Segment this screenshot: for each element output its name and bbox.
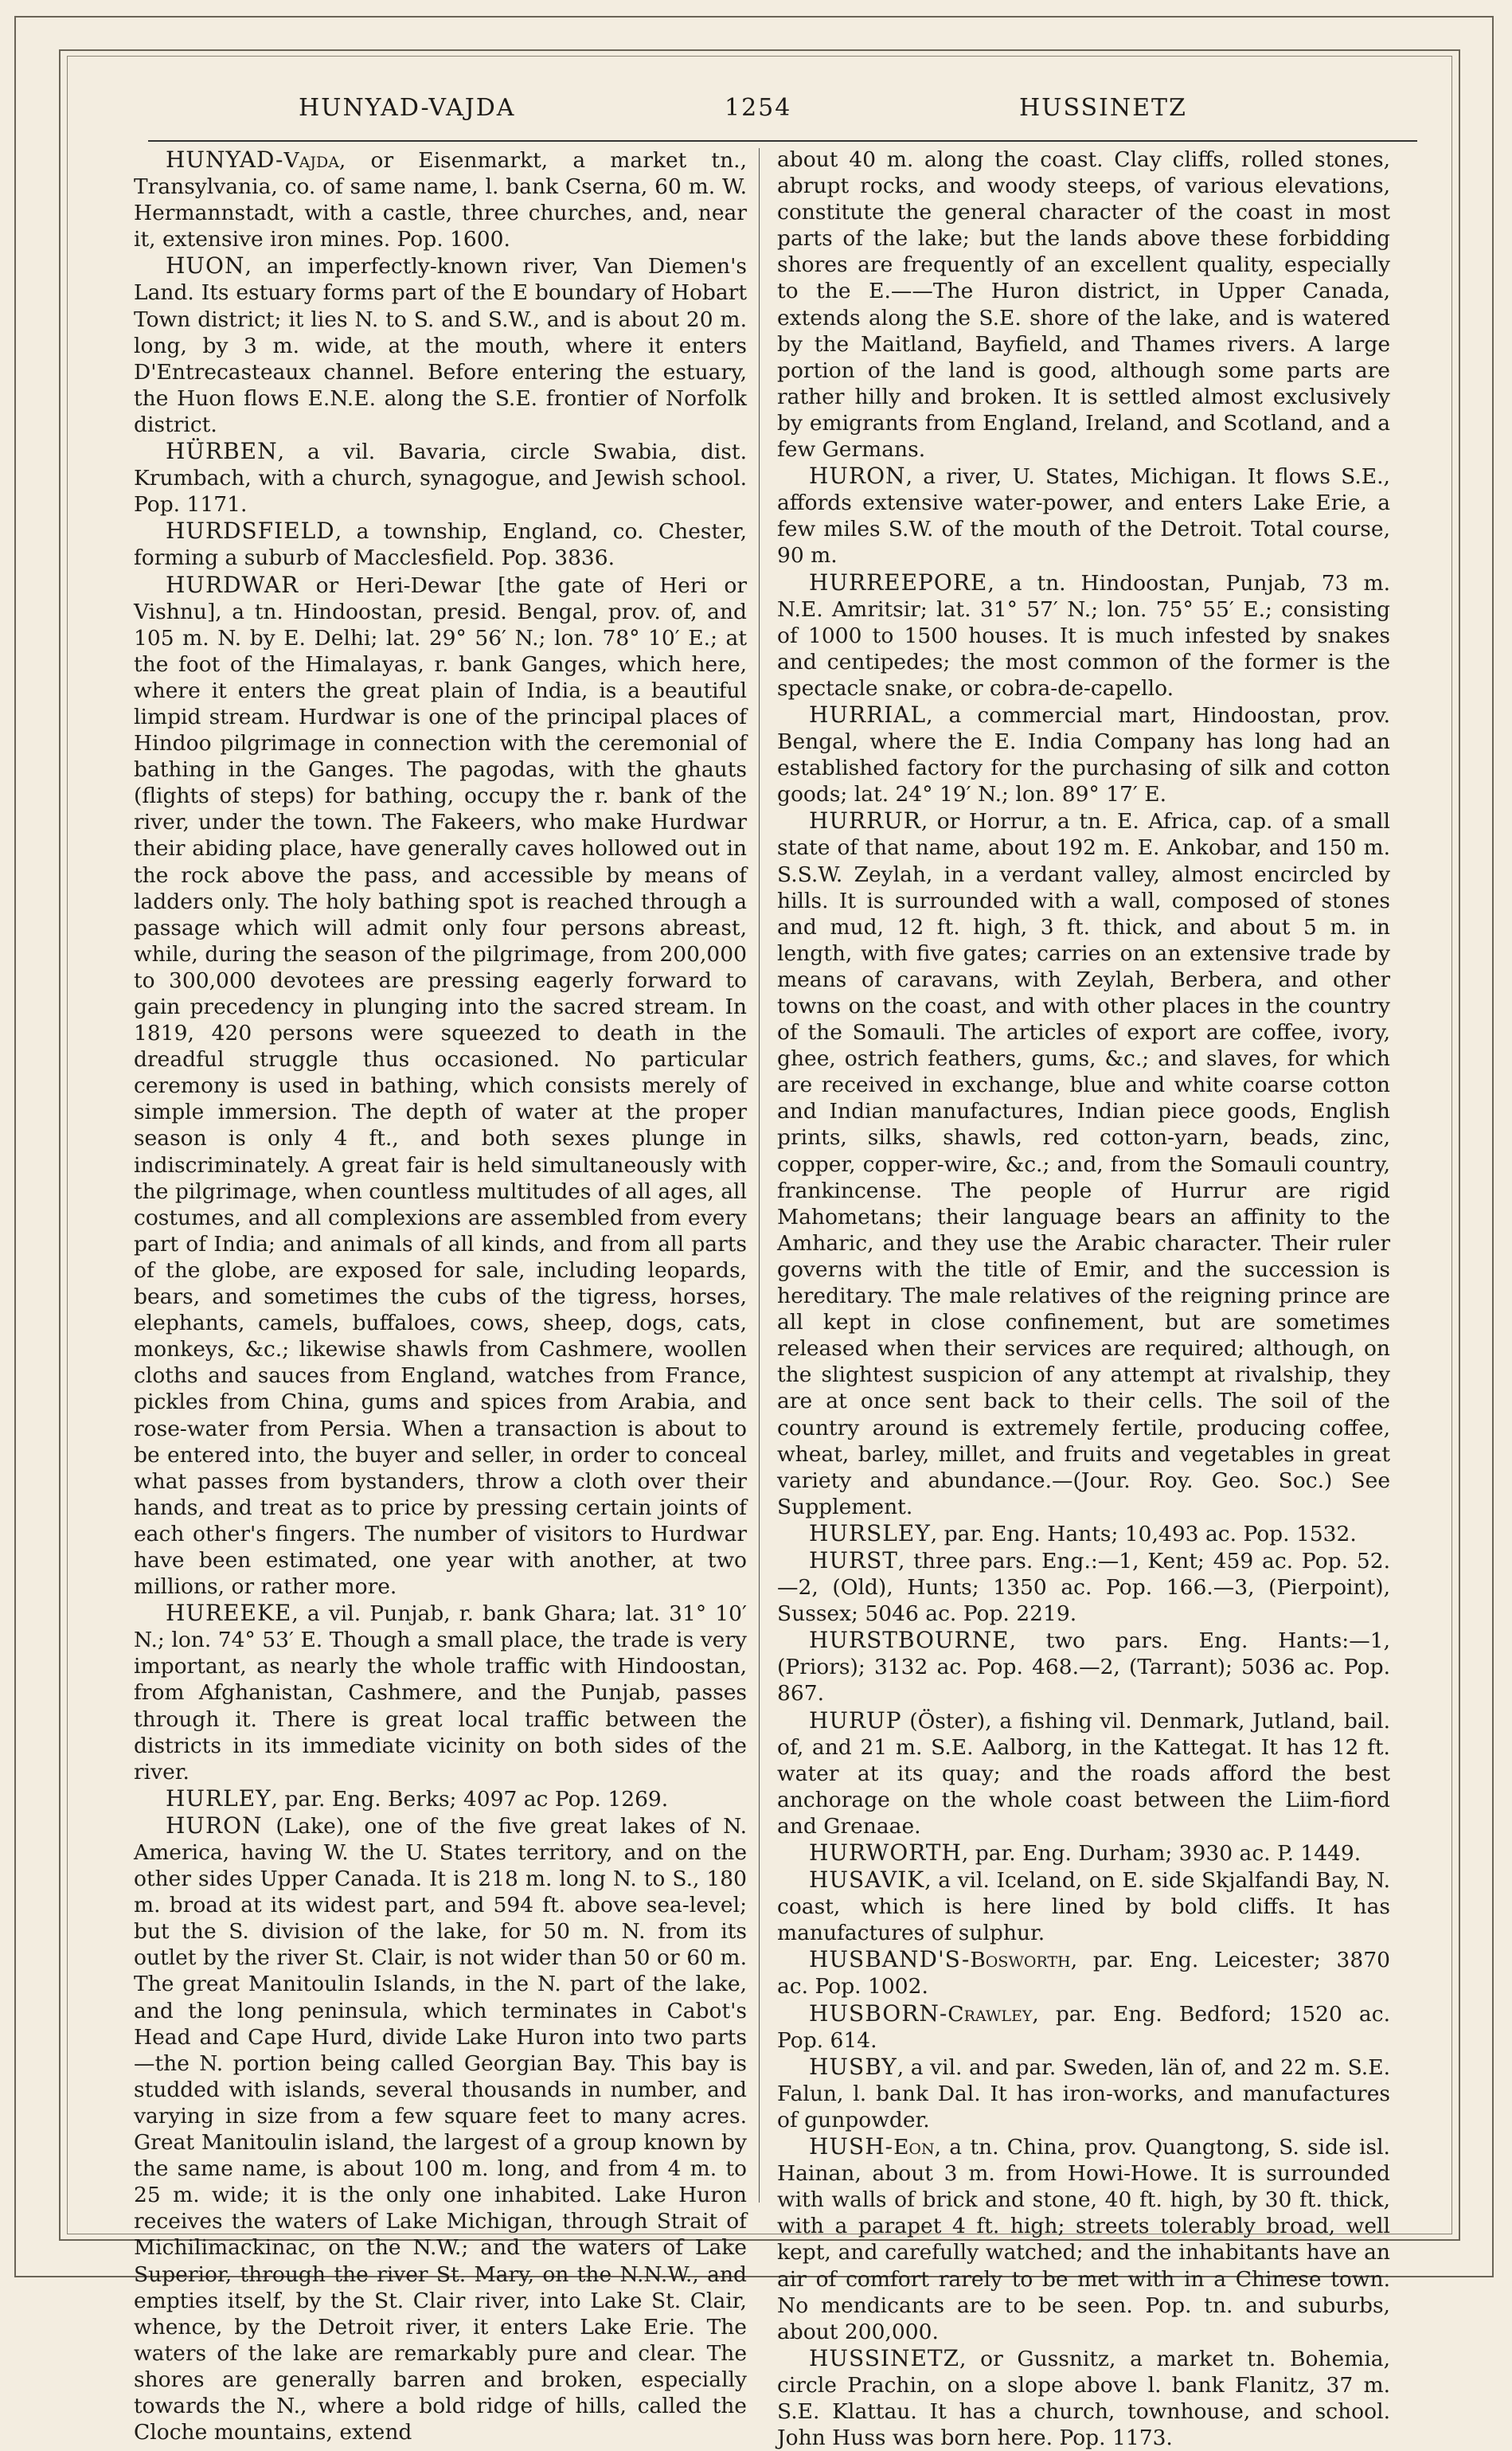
gazetteer-entry — [134, 1785, 747, 1812]
running-header — [151, 94, 1393, 134]
entry-text: , or Eisenmarkt, a market tn., Transylvania, co. of same name, l. bank Cserna, 60 m. W. Hermannstadt, with a castle, three churches, and, near it, extensive iron mines. Pop. 1600. — [134, 148, 747, 252]
gazetteer-entry — [777, 2345, 1390, 2451]
entry-text: , a commercial mart, Hindoostan, prov. Bengal, where the E. India Company has long had an established factory for the purchasing of silk and cotton goods; lat. 24° 19′ N.; lon. 89° 17′ E. — [777, 702, 1390, 807]
entry-headword-suffix: Vajda — [283, 148, 339, 173]
entry-text: , par. Eng. Hants; 10,493 ac. Pop. 1532. — [930, 1521, 1357, 1546]
entry-text: , a river, U. States, Michigan. It flows S.E., affords extensive water-power, and enters Lake Erie, a few miles S.W. of the mouth of the Detroit. Total course, 90 m. — [777, 464, 1390, 569]
gazetteer-entry — [777, 1707, 1390, 1839]
entry-text: (Öster), a fishing vil. Denmark, Jutland, bail. of, and 21 m. S.E. Aalborg, in the Kattegat. It has 12 ft. water at its quay; and the roads afford the best anchorage on the whole coast between the Liim-fiord and Grenaae. — [777, 1708, 1390, 1839]
gazetteer-entry — [777, 807, 1390, 1520]
entry-headword: HURST — [809, 1546, 898, 1573]
entry-text: , a vil. and par. Sweden, län of, and 22 m. S.E. Falun, l. bank Dal. It has iron-works, and manufactures of gunpowder. — [777, 2054, 1390, 2132]
entry-text: , par. Eng. Leicester; 3870 ac. Pop. 1002. — [777, 1948, 1390, 2000]
entry-headword: HURLEY — [166, 1784, 272, 1812]
entry-text: , a vil. Iceland, on E. side Skjalfandi Bay, N. coast, which is here lined by bold cliffs. It has manufactures of sulphur. — [777, 1868, 1390, 1946]
entry-text: , par. Eng. Durham; 3930 ac. P. 1449. — [961, 1841, 1362, 1866]
entry-headword: HÜRBEN — [166, 438, 278, 465]
gazetteer-entry — [777, 1839, 1390, 1867]
gazetteer-entry — [134, 438, 747, 518]
gazetteer-entry — [777, 569, 1390, 702]
entry-text: , par. Eng. Berks; 4097 ac Pop. 1269. — [271, 1786, 669, 1812]
header-right-title: HUSSINETZ — [1019, 94, 1187, 122]
entry-text: , par. Eng. Bedford; 1520 ac. Pop. 614. — [777, 2001, 1390, 2053]
entry-headword: HURRIAL — [809, 701, 927, 728]
page-number: 1254 — [725, 94, 792, 122]
entry-text: , a vil. Punjab, r. bank Ghara; lat. 31° 10′ N.; lon. 74° 53′ E. Though a small place, the trade is very important, as nearly the whole traffic with Hindoostan, from Afghanistan, Cashmere, and the Punjab, passes through it. There is great local traffic between the districts in its immediate vicinity on both sides of the river. — [134, 1601, 747, 1784]
entry-text: , an imperfectly-known river, Van Diemen's Land. Its estuary forms part of the E boundary of Hobart Town district; it lies N. to S. and S.W., and is about 20 m. long, by 3 m. wide, at the mouth, where it enters D'Entrecasteaux channel. Before entering the estuary, the Huon flows E.N.E. along the S.E. frontier of Norfolk district. — [134, 254, 747, 437]
entry-text: , a township, England, co. Chester, forming a suburb of Macclesfield. Pop. 3836. — [134, 519, 747, 571]
entry-text: , or Gussnitz, a market tn. Bohemia, circle Prachin, on a slope above l. bank Flanitz, 37 m. S.E. Klattau. It has a church, townhouse, and school. John Huss was born here. Pop. 1173. — [777, 2346, 1390, 2451]
right-column — [777, 147, 1390, 2451]
gazetteer-entry — [777, 1867, 1390, 1946]
gazetteer-entry — [777, 463, 1390, 569]
gazetteer-entry — [134, 252, 747, 438]
entry-headword-suffix: Crawley — [947, 2001, 1033, 2027]
header-rule — [148, 140, 1417, 142]
gazetteer-entry — [777, 2000, 1390, 2054]
entry-headword: HUREEKE — [166, 1600, 292, 1627]
entry-text: , two pars. Eng. Hants:—1, (Priors); 3132 ac. Pop. 468.—2, (Tarrant); 5036 ac. Pop. 867. — [777, 1628, 1390, 1706]
gazetteer-entry — [777, 702, 1390, 807]
entry-headword: HUNYAD- — [166, 147, 284, 173]
entry-headword: HUSBY — [809, 2053, 897, 2080]
entry-headword: HURDWAR — [166, 571, 299, 598]
entry-headword: HURSTBOURNE — [809, 1627, 1010, 1654]
entry-headword: HURDSFIELD — [166, 518, 335, 545]
gazetteer-entry — [777, 1547, 1390, 1627]
entry-headword: HUON — [166, 252, 245, 280]
entry-headword: HUSBAND'S- — [809, 1946, 971, 1973]
entry-headword: HURRUR — [809, 807, 921, 835]
entry-headword: HURON — [809, 463, 906, 490]
left-column — [134, 147, 747, 2445]
gazetteer-entry — [777, 1627, 1390, 1706]
header-left-title: HUNYAD-VAJDA — [299, 94, 516, 122]
gazetteer-entry — [134, 518, 747, 571]
gazetteer-entry — [134, 572, 747, 1601]
gazetteer-entry — [134, 1600, 747, 1785]
gazetteer-entry — [777, 1946, 1390, 2000]
entry-headword: HUSBORN- — [809, 2000, 948, 2027]
entry-headword: HURREEPORE — [809, 569, 988, 596]
entry-headword: HURUP — [809, 1706, 902, 1734]
entry-headword-suffix: Eon — [893, 2135, 935, 2160]
entry-headword: HURON — [166, 1812, 263, 1839]
entry-text: , or Horrur, a tn. E. Africa, cap. of a small state of that name, about 192 m. E. Ankobar, and 150 m. S.S.W. Zeylah, in a verdant valley, almost encircled by hills. It is surrounded with a wall, composed of stones and mud, 12 ft. high, 3 ft. thick, and about 5 m. in length, with five gates; carries on an extensive trade by means of caravans, with Zeylah, Berbera, and other towns on the coast, and with other places in the country of the Somauli. The articles of export are coffee, ivory, ghee, ostrich feathers, gums, &c.; and slaves, for which are received in exchange, blue and white coarse cotton and Indian manufactures, Indian piece goods, English prints, silks, shawls, red cotton-yarn, beads, zinc, copper, copper-wire, &c.; and, from the Somauli country, frankincense. The people of Hurrur are rigid Mahometans; their language bears an affinity to the Amharic, and they use the Arabic character. Their ruler governs with the title of Emir, and the succession is hereditary. The male relatives of the reigning prince are all kept in close confinement, but are sometimes released when their services are required; although, on the slightest suspicion of any attempt at rivalship, they are at once sent back to their cells. The soil of the country around is extremely fertile, producing coffee, wheat, barley, millet, and fruits and vegetables in great variety and abundance.—(Jour. Roy. Geo. Soc.) See Supplement. — [777, 809, 1390, 1519]
column-divider — [759, 148, 760, 2203]
entry-headword-suffix: Bosworth — [970, 1948, 1071, 1973]
entry-text: , three pars. Eng.:—1, Kent; 459 ac. Pop. 52. —2, (Old), Hunts; 1350 ac. Pop. 166.—3, (Pierpoint), Sussex; 5046 ac. Pop. 2219. — [777, 1548, 1390, 1627]
gazetteer-entry — [777, 1520, 1390, 1547]
entry-headword: HURSLEY — [809, 1519, 931, 1546]
entry-text: , a vil. Bavaria, circle Swabia, dist. Krumbach, with a church, synagogue, and Jewish school. Pop. 1171. — [134, 440, 747, 518]
entry-headword: HURWORTH — [809, 1839, 962, 1866]
entry-continuation: about 40 m. along the coast. Clay cliffs, rolled stones, abrupt rocks, and woody steeps, of various elevations, constitute the general character of the coast in most parts of the lake; but the lands above these forbidding shores are frequently of an excellent quality, especially to the E.——The Huron district, in Upper Canada, extends along the S.E. shore of the lake, and is watered by the Maitland, Bayfield, and Thames rivers. A large portion of the land is good, although some parts are rather hilly and broken. It is settled almost exclusively by emigrants from England, Ireland, and Scotland, and a few Germans. — [777, 147, 1390, 463]
entry-text: , a tn. China, prov. Quangtong, S. side isl. Hainan, about 3 m. from Howi-Howe. It is surrounded with walls of brick and stone, 40 ft. high, by 30 ft. thick, with a parapet 4 ft. high; streets tolerably broad, well kept, and carefully watched; and the inhabitants have an air of comfort rarely to be met with in a Chinese town. No mendicants are to be seen. Pop. tn. and suburbs, about 200,000. — [777, 2135, 1390, 2344]
gazetteer-entry — [777, 2054, 1390, 2133]
entry-headword: HUSAVIK — [809, 1867, 925, 1894]
entry-text: or Heri-Dewar [the gate of Heri or Vishnu], a tn. Hindoostan, presid. Bengal, prov. of, and 105 m. N. by E. Delhi; lat. 29° 56′ N.; lon. 78° 10′ E.; at the foot of the Himalayas, r. bank Ganges, which here, where it enters the great plain of India, is a beautiful limpid stream. Hurdwar is one of the principal places of Hindoo pilgrimage in connection with the ceremonial of bathing in the Ganges. The pagodas, with the ghauts (flights of steps) for bathing, occupy the r. bank of the river, under the town. The Fakeers, who make Hurdwar their abiding place, have generally caves hollowed out in the rock above the pass, and accessible by means of ladders only. The holy bathing spot is reached through a passage which will admit only four persons abreast, while, during the season of the pilgrimage, from 200,000 to 300,000 devotees are pressing eagerly forward to gain precedency in plunging into the sacred stream. In 1819, 420 persons were squeezed to death in the dreadful struggle thus occasioned. No particular ceremony is used in bathing, which consists merely of simple immersion. The depth of water at the proper season is only 4 ft., and both sexes plunge in indiscriminately. A great fair is held simultaneously with the pilgrimage, when countless multitudes of all ages, all costumes, and all complexions are assembled from every part of India; and animals of all kinds, and from all parts of the globe, are exposed for sale, including leopards, bears, and sometimes the cubs of the tigress, horses, elephants, camels, buffaloes, cows, sheep, dogs, cats, monkeys, &c.; likewise shawls from Cashmere, woollen cloths and sauces from England, watches from France, pickles from China, gums and spices from Arabia, and rose-water from Persia. When a transaction is about to be entered into, the buyer and seller, in order to conceal what passes from bystanders, throw a cloth over their hands, and treat as to price by pressing certain joints of each other's fingers. The number of visitors to Hurdwar have been estimated, one year with another, at two millions, or rather more. — [134, 573, 747, 1600]
entry-headword: HUSH- — [809, 2133, 894, 2160]
gazetteer-entry — [134, 1812, 747, 2445]
entry-text: (Lake), one of the five great lakes of N. America, having W. the U. States territory, and on the other sides Upper Canada. It is 218 m. long N. to S., 180 m. broad at its widest part, and 594 ft. above sea-level; but the S. division of the lake, for 50 m. N. from its outlet by the river St. Clair, is not wider than 50 or 60 m. The great Manitoulin Islands, in the N. part of the lake, and the long peninsula, which terminates in Cabot's Head and Cape Hurd, divide Lake Huron into two parts—the N. portion being called Georgian Bay. This bay is studded with islands, several thousands in number, and varying in size from a few square feet to many acres. Great Manitoulin island, the largest of a group known by the same name, is about 100 m. long, and from 4 m. to 25 m. wide; it is the only one inhabited. Lake Huron receives the waters of Lake Michigan, through Strait of Michilimackinac, on the N.W.; and the waters of Lake Superior, through the river St. Mary, on the N.N.W., and empties itself, by the St. Clair river, into Lake St. Clair, whence, by the Detroit river, it enters Lake Erie. The waters of the lake are remarkably pure and clear. The shores are generally barren and broken, especially towards the N., where a bold ridge of hills, called the Cloche mountains, extend — [134, 1813, 747, 2445]
entry-headword: HUSSINETZ — [809, 2344, 960, 2371]
gazetteer-entry — [134, 147, 747, 252]
gazetteer-entry — [777, 2133, 1390, 2345]
entry-text: , a tn. Hindoostan, Punjab, 73 m. N.E. Amritsir; lat. 31° 57′ N.; lon. 75° 55′ E.; consisting of 1000 to 1500 houses. It is much infested by snakes and centipedes; the most common of the former is the spectacle snake, or cobra-de-capello. — [777, 570, 1390, 701]
